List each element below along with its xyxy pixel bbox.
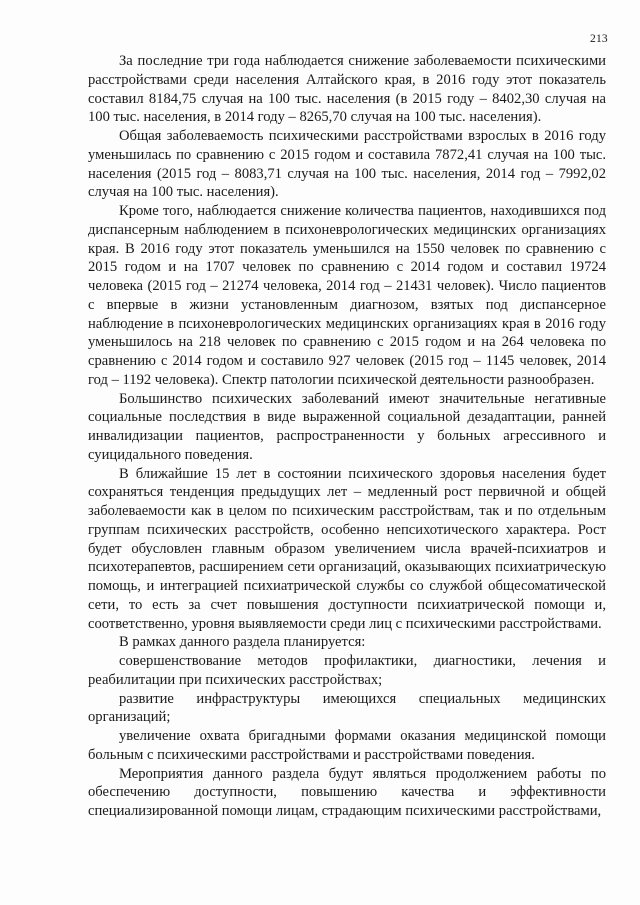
- document-body: [88, 52, 606, 821]
- paragraph-social-consequences: Большинство психических заболеваний имеют значительные негативные социальные последствия в виде выраженной социальной дезадаптации, ранней инвалидизации пациентов, распространенности у больных агрессивного и суицидального поведения.: [88, 390, 606, 463]
- list-item: совершенствование методов профилактики, диагностики, лечения и реабилитации при психических расстройствах;: [88, 653, 606, 688]
- paragraph-forecast: В ближайшие 15 лет в состоянии психического здоровья населения будет сохраняться тенденция предыдущих лет – медленный рост первичной и общей заболеваемости как в целом по психическим расстройствам, так и по отдельным группам психических расстройств, особенно непсихотического характера. Рост будет обусловлен главным образом увеличением числа врачей-психиатров и психотерапевтов, расширением сети организаций, оказывающих психиатрическую помощь, и интеграцией психиатрической службы со службой общесоматической сети, то есть за счет повышения доступности психиатрической помощи и, соответственно, уровня выявляемости среди лиц с психическими расстройствами.: [88, 465, 606, 632]
- page-number: 213: [590, 33, 608, 45]
- paragraph-dispensary-patients: Кроме того, наблюдается снижение количества пациентов, находившихся под диспансерным наблюдением в психоневрологических медицинских организациях края. В 2016 году этот показатель уменьшился на 1550 человек по сравнению с 2015 годом и на 1707 человек по сравнению с 2014 годом и составил 19724 человека (2015 год – 21274 человека, 2014 год – 21431 человек). Число пациентов с впервые в жизни установленным диагнозом, взятых под диспансерное наблюдение в психоневрологических медицинских организациях края в 2016 году уменьшилось на 218 человек по сравнению с 2015 годом и на 264 человека по сравнению с 2014 годом и составило 927 человек (2015 год – 1145 человек, 2014 год – 1192 человека). Спектр патологии психической деятельности разнообразен.: [88, 203, 606, 388]
- list-item: развитие инфраструктуры имеющихся специальных медицинских организаций;: [88, 690, 606, 726]
- paragraph-adult-morbidity: Общая заболеваемость психическими расстройствами взрослых в 2016 году уменьшилась по сравнению с 2015 годом и составила 7872,41 случая на 100 тыс. населения (2015 год – 8083,71 случая на 100 тыс. населения, 2014 год – 7992,02 случая на 100 тыс. населения).: [88, 128, 606, 201]
- paragraph-morbidity-trend: За последние три года наблюдается снижение заболеваемости психическими расстройствами среди населения Алтайского края, в 2016 году этот показатель составил 8184,75 случая на 100 тыс. населения (в 2015 году – 8402,30 случая на 100 тыс. населения, в 2014 году – 8265,70 случая на 100 тыс. населения).: [88, 53, 606, 126]
- paragraph-plan-intro: В рамках данного раздела планируется:: [119, 634, 366, 651]
- list-item: увеличение охвата бригадными формами оказания медицинской помощи больным с психическими расстройствами и расстройствами поведения.: [88, 728, 606, 763]
- paragraph-measures: Мероприятия данного раздела будут являться продолжением работы по обеспечению доступности, повышению качества и эффективности специализированной помощи лицам, страдающим психическими расстройствами,: [88, 765, 606, 819]
